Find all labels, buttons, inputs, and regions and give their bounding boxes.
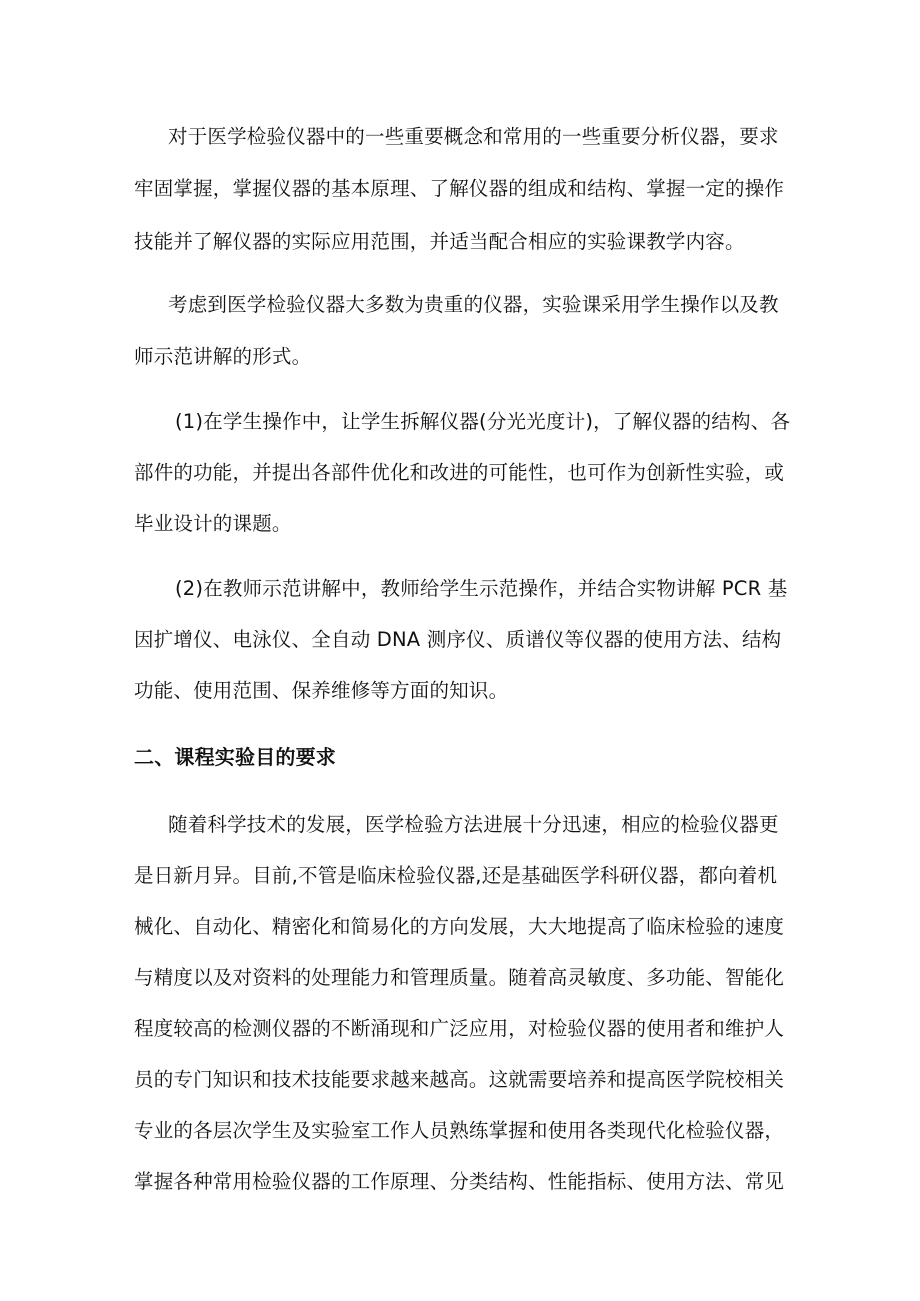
text-line: 程度较高的检测仪器的不断涌现和广泛应用，对检验仪器的使用者和维护人 xyxy=(134,1017,785,1040)
text-line: (2)在教师示范讲解中，教师给学生示范操作，并结合实物讲解 PCR 基 xyxy=(175,577,788,600)
text-line: 员的专门知识和技术技能要求越来越高。这就需要培养和提高医学院校相关 xyxy=(134,1068,785,1091)
text-line: 随着科学技术的发展，医学检验方法进展十分迅速，相应的检验仪器更 xyxy=(168,813,779,836)
text-line: 对于医学检验仪器中的一些重要概念和常用的一些重要分析仪器，要求 xyxy=(168,125,779,148)
text-line: 技能并了解仪器的实际应用范围，并适当配合相应的实验课教学内容。 xyxy=(134,230,745,253)
text-line: (1)在学生操作中，让学生拆解仪器(分光光度计)，了解仪器的结构、各 xyxy=(175,410,791,433)
text-line: 是日新月异。目前,不管是临床检验仪器,还是基础医学科研仪器，都向着机 xyxy=(134,864,778,887)
section-heading: 二、课程实验目的要求 xyxy=(134,745,336,769)
text-line: 考虑到医学检验仪器大多数为贵重的仪器，实验课采用学生操作以及教 xyxy=(168,293,779,316)
text-line: 专业的各层次学生及实验室工作人员熟练掌握和使用各类现代化检验仪器， xyxy=(134,1119,785,1142)
text-line: 毕业设计的课题。 xyxy=(134,512,292,535)
text-line: 功能、使用范围、保养维修等方面的知识。 xyxy=(134,679,509,702)
text-line: 部件的功能，并提出各部件优化和改进的可能性，也可作为创新性实验，或 xyxy=(134,461,785,484)
text-line: 牢固掌握，掌握仪器的基本原理、了解仪器的组成和结构、掌握一定的操作 xyxy=(134,177,785,200)
text-line: 械化、自动化、精密化和简易化的方向发展，大大地提高了临床检验的速度 xyxy=(134,915,785,938)
text-line: 掌握各种常用检验仪器的工作原理、分类结构、性能指标、使用方法、常见 xyxy=(134,1170,785,1193)
text-line: 与精度以及对资料的处理能力和管理质量。随着高灵敏度、多功能、智能化 xyxy=(134,966,785,989)
text-line: 师示范讲解的形式。 xyxy=(134,345,312,368)
text-line: 因扩增仪、电泳仪、全自动 DNA 测序仪、质谱仪等仪器的使用方法、结构 xyxy=(134,628,782,651)
